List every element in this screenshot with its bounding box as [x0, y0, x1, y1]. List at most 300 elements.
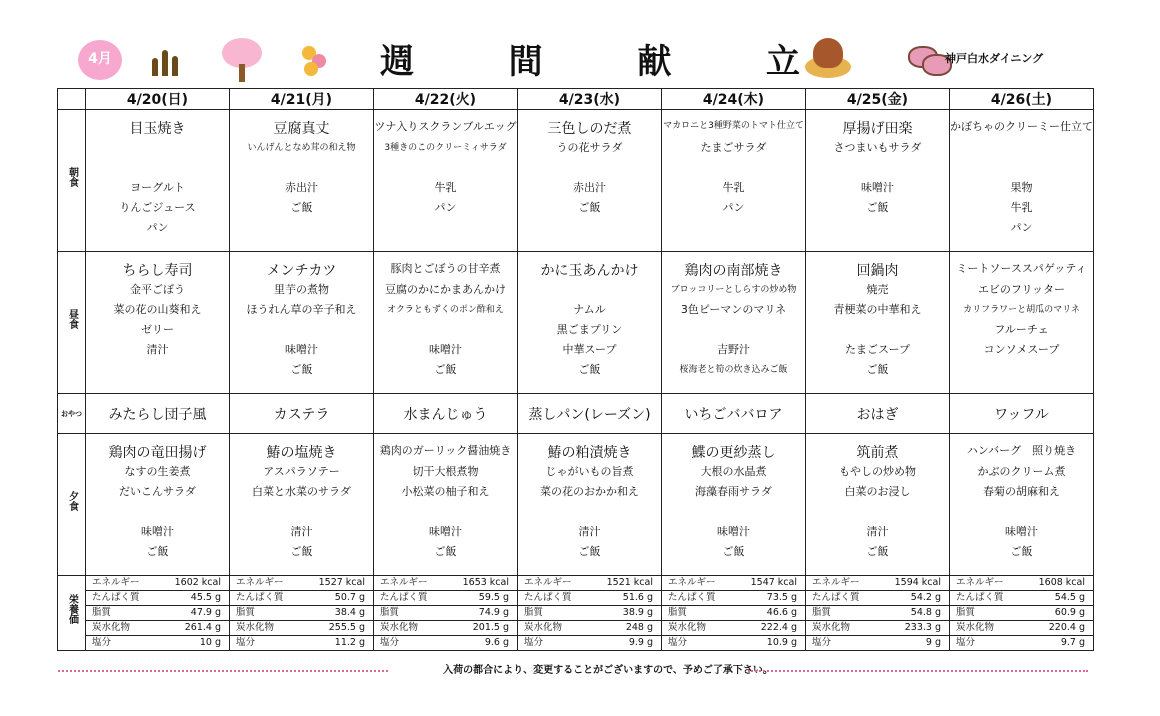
- snack-row: [58, 394, 1094, 434]
- nutrition-line: [662, 621, 805, 636]
- dinner-cell: [950, 434, 1094, 576]
- nutrition-line: [374, 636, 517, 650]
- nutrition-label: 脂質: [668, 607, 688, 618]
- side-dish: りんごジュース: [119, 201, 196, 214]
- nutrition-value: 54.5 g: [1054, 592, 1085, 603]
- side-dish: [86, 138, 229, 158]
- nutrition-label: 塩分: [524, 637, 544, 648]
- side-dish: 金平ごぼう: [130, 283, 185, 296]
- nutrition-label: たんぱく質: [668, 592, 716, 603]
- corner-cell: [58, 89, 86, 110]
- nutrition-value: 38.9 g: [622, 607, 653, 618]
- side-dish: [374, 320, 517, 340]
- nutrition-value: 10 g: [199, 637, 221, 648]
- side-dish: 味噌汁: [285, 343, 318, 356]
- side-dish: オクラともずくのポン酢和え: [387, 305, 504, 315]
- nutrition-label: エネルギー: [812, 577, 860, 588]
- side-dish: 味噌汁: [717, 525, 750, 538]
- side-dish: ご飯: [578, 545, 601, 558]
- breakfast-row: [58, 110, 1094, 252]
- nutrition-label: 炭水化物: [668, 622, 707, 633]
- side-dish: [662, 218, 805, 238]
- side-dish: 味噌汁: [1005, 525, 1038, 538]
- nutrition-line: [806, 591, 949, 606]
- main-dish: メンチカツ: [266, 263, 337, 279]
- nutrition-value: 1653 kcal: [462, 577, 509, 588]
- main-dish: マカロニと3種野菜のトマト仕立て: [663, 121, 804, 131]
- nutrition-value: 9.7 g: [1060, 637, 1085, 648]
- side-dish: ご飯: [866, 545, 889, 558]
- main-dish: 鶏肉のガーリック醤油焼き: [379, 444, 512, 457]
- nutrition-value: 54.2 g: [910, 592, 941, 603]
- side-dish: いんげんとなめ茸の和え物: [247, 143, 356, 153]
- lunch-label-text: 昼食: [66, 308, 78, 329]
- side-dish: [662, 502, 805, 522]
- nutrition-line: [950, 621, 1093, 636]
- dinner-label: [58, 434, 86, 576]
- side-dish: 中華スープ: [562, 343, 617, 356]
- side-dish: 青梗菜の中華和え: [833, 303, 922, 316]
- side-dish: なすの生姜煮: [124, 465, 191, 478]
- side-dish: ご飯: [290, 201, 313, 214]
- nutrition-value: 60.9 g: [1054, 607, 1085, 618]
- side-dish: 白菜と水菜のサラダ: [252, 485, 351, 498]
- nutrition-label: たんぱく質: [380, 592, 428, 603]
- side-dish: [518, 158, 661, 178]
- side-dish: 菜の花のおかか和え: [540, 485, 639, 498]
- breakfast-cell: [374, 110, 518, 252]
- nutrition-cell: [806, 576, 950, 651]
- main-dish: 豚肉とごぼうの甘辛煮: [390, 262, 501, 275]
- side-dish: ご飯: [578, 201, 601, 214]
- lunch-row: [58, 252, 1094, 394]
- nutrition-label: 炭水化物: [956, 622, 995, 633]
- side-dish: 里芋の煮物: [274, 283, 329, 296]
- lunch-cell: [230, 252, 374, 394]
- lunch-cell: [518, 252, 662, 394]
- nutrition-label: たんぱく質: [956, 592, 1004, 603]
- side-dish: 赤出汁: [285, 181, 318, 194]
- breakfast-label: [58, 110, 86, 252]
- side-dish: [950, 360, 1093, 380]
- nutrition-cell: [950, 576, 1094, 651]
- nutrition-label: 塩分: [380, 637, 400, 648]
- side-dish: パン: [722, 201, 745, 214]
- breakfast-cell: [518, 110, 662, 252]
- nutrition-line: [230, 576, 373, 591]
- nutrition-value: 9 g: [925, 637, 941, 648]
- side-dish: 大根の水晶煮: [700, 465, 767, 478]
- lunch-cell: [86, 252, 230, 394]
- main-dish: 鶏肉の竜田揚げ: [108, 445, 207, 461]
- cherry-tree-icon: [222, 38, 262, 82]
- nutrition-value: 59.5 g: [478, 592, 509, 603]
- nutrition-label: 塩分: [812, 637, 832, 648]
- nutrition-line: [806, 606, 949, 621]
- nutrition-label: エネルギー: [236, 577, 284, 588]
- dinner-cell: [662, 434, 806, 576]
- nutrition-value: 201.5 g: [472, 622, 509, 633]
- nutrition-value: 46.6 g: [766, 607, 797, 618]
- side-dish: ご飯: [866, 201, 889, 214]
- nutrition-value: 38.4 g: [334, 607, 365, 618]
- side-dish: パン: [434, 201, 457, 214]
- side-dish: [806, 502, 949, 522]
- nutrition-value: 54.8 g: [910, 607, 941, 618]
- nutrition-line: [230, 621, 373, 636]
- main-dish: 回鍋肉: [856, 263, 899, 279]
- snack-label-text: おやつ: [61, 409, 82, 418]
- side-dish: 清汁: [866, 525, 889, 538]
- title-char: 間: [508, 41, 543, 82]
- side-dish: 3色ピーマンのマリネ: [680, 303, 787, 316]
- main-dish: ミートソーススパゲッティ: [956, 262, 1087, 275]
- nutrition-value: 255.5 g: [328, 622, 365, 633]
- side-dish: [518, 502, 661, 522]
- nutrition-value: 1602 kcal: [174, 577, 221, 588]
- nutrition-label: エネルギー: [524, 577, 572, 588]
- nutrition-value: 50.7 g: [334, 592, 365, 603]
- weekly-menu-table: [57, 88, 1094, 651]
- breakfast-cell: [950, 110, 1094, 252]
- sakura-mochi-icon: [908, 44, 948, 74]
- side-dish: 桜海老と筍の炊き込みご飯: [679, 365, 788, 375]
- main-dish: 目玉焼き: [129, 121, 186, 137]
- nutrition-label: [58, 576, 86, 651]
- main-dish: かに玉あんかけ: [540, 263, 639, 279]
- side-dish: ブロッコリーとしらすの炒め物: [670, 285, 797, 295]
- side-dish: [950, 502, 1093, 522]
- nutrition-line: [230, 591, 373, 606]
- side-dish: [374, 218, 517, 238]
- side-dish: パン: [1010, 221, 1033, 234]
- side-dish: 菜の花の山葵和え: [113, 303, 202, 316]
- snack-cell: 蒸しパン(レーズン): [518, 394, 662, 434]
- side-dish: [230, 320, 373, 340]
- nutrition-label: エネルギー: [668, 577, 716, 588]
- nutrition-value: 220.4 g: [1048, 622, 1085, 633]
- breakfast-cell: [230, 110, 374, 252]
- side-dish: 赤出汁: [573, 181, 606, 194]
- side-dish: 切干大根煮物: [412, 465, 479, 478]
- side-dish: 吉野汁: [717, 343, 750, 356]
- nutrition-label: エネルギー: [380, 577, 428, 588]
- dinner-label-text: 夕食: [66, 490, 78, 511]
- main-dish: 筑前煮: [856, 445, 899, 461]
- side-dish: 味噌汁: [429, 343, 462, 356]
- nutrition-label: 脂質: [380, 607, 400, 618]
- nutrition-line: [374, 606, 517, 621]
- dinner-cell: [86, 434, 230, 576]
- nutrition-value: 1594 kcal: [894, 577, 941, 588]
- date-row: [58, 89, 1094, 110]
- nutrition-line: [950, 606, 1093, 621]
- nutrition-line: [518, 621, 661, 636]
- nutrition-line: [86, 591, 229, 606]
- nutrition-line: [86, 576, 229, 591]
- main-dish: 鰆の塩焼き: [266, 445, 337, 461]
- nutrition-line: [230, 606, 373, 621]
- nutrition-value: 11.2 g: [334, 637, 365, 648]
- page-title: [380, 38, 800, 82]
- nutrition-label: 塩分: [956, 637, 976, 648]
- nutrition-line: [86, 606, 229, 621]
- nutrition-value: 1521 kcal: [606, 577, 653, 588]
- side-dish: さつまいもサラダ: [833, 141, 922, 154]
- nutrition-line: [518, 591, 661, 606]
- side-dish: ご飯: [434, 363, 457, 376]
- nutrition-cell: [374, 576, 518, 651]
- side-dish: [806, 320, 949, 340]
- main-dish: ツナ入りスクランブルエッグ: [374, 120, 517, 133]
- nutrition-line: [230, 636, 373, 650]
- breakfast-cell: [86, 110, 230, 252]
- lunch-cell: [662, 252, 806, 394]
- nutrition-value: 1608 kcal: [1038, 577, 1085, 588]
- footer: [58, 662, 1088, 682]
- side-dish: [86, 502, 229, 522]
- chestnut-icon: [805, 38, 851, 78]
- nutrition-line: [662, 591, 805, 606]
- nutrition-line: [518, 636, 661, 650]
- main-dish: 鶏肉の南部焼き: [684, 263, 783, 279]
- nutrition-cell: [662, 576, 806, 651]
- side-dish: [950, 138, 1093, 158]
- side-dish: 牛乳: [722, 181, 745, 194]
- nutrition-value: 51.6 g: [622, 592, 653, 603]
- snack-cell: カステラ: [230, 394, 374, 434]
- date-header: 4/21(月): [230, 89, 374, 110]
- nutrition-value: 9.9 g: [628, 637, 653, 648]
- main-dish: 厚揚げ田楽: [842, 121, 913, 137]
- vine-decoration-right: [748, 670, 1088, 676]
- side-dish: [86, 360, 229, 380]
- side-dish: [86, 158, 229, 178]
- snack-cell: おはぎ: [806, 394, 950, 434]
- month-badge-text: 4月: [88, 51, 112, 67]
- side-dish: ほうれん草の辛子和え: [246, 303, 357, 316]
- dinner-cell: [374, 434, 518, 576]
- side-dish: 味噌汁: [141, 525, 174, 538]
- nutrition-label: 炭水化物: [524, 622, 563, 633]
- side-dish: [662, 158, 805, 178]
- nutrition-label: 脂質: [236, 607, 256, 618]
- date-header: 4/20(日): [86, 89, 230, 110]
- nutrition-label: 塩分: [92, 637, 112, 648]
- flower-icon: [298, 42, 328, 78]
- side-dish: [230, 158, 373, 178]
- main-dish: ちらし寿司: [122, 263, 193, 279]
- date-header: 4/26(土): [950, 89, 1094, 110]
- side-dish: フルーチェ: [994, 323, 1049, 336]
- nutrition-value: 248 g: [625, 622, 653, 633]
- dinner-row: [58, 434, 1094, 576]
- nutrition-line: [518, 576, 661, 591]
- side-dish: 清汁: [578, 525, 601, 538]
- dinner-cell: [518, 434, 662, 576]
- date-header: 4/25(金): [806, 89, 950, 110]
- side-dish: 3種きのこのクリーミィサラダ: [384, 143, 507, 153]
- side-dish: [374, 158, 517, 178]
- nutrition-value: 47.9 g: [190, 607, 221, 618]
- lunch-label: [58, 252, 86, 394]
- nutrition-line: [950, 576, 1093, 591]
- nutrition-label: 炭水化物: [92, 622, 131, 633]
- side-dish: 白菜のお浸し: [844, 485, 911, 498]
- breakfast-label-text: 朝食: [66, 166, 78, 187]
- nutrition-label-text: 栄養価: [66, 594, 78, 624]
- nutrition-line: [806, 576, 949, 591]
- nutrition-line: [374, 621, 517, 636]
- snack-cell: 水まんじゅう: [374, 394, 518, 434]
- side-dish: だいこんサラダ: [119, 485, 196, 498]
- nutrition-line: [662, 636, 805, 650]
- side-dish: ご飯: [578, 363, 601, 376]
- side-dish: 黒ごまプリン: [556, 323, 623, 336]
- nutrition-label: エネルギー: [92, 577, 140, 588]
- nutrition-line: [806, 636, 949, 650]
- nutrition-label: たんぱく質: [236, 592, 284, 603]
- side-dish: [806, 218, 949, 238]
- side-dish: [950, 158, 1093, 178]
- organization-name: 神戸白水ダイニング: [945, 52, 1044, 65]
- nutrition-cell: [518, 576, 662, 651]
- snack-cell: いちごババロア: [662, 394, 806, 434]
- dinner-cell: [230, 434, 374, 576]
- nutrition-line: [662, 606, 805, 621]
- nutrition-label: たんぱく質: [524, 592, 572, 603]
- nutrition-line: [950, 591, 1093, 606]
- nutrition-label: たんぱく質: [812, 592, 860, 603]
- side-dish: ご飯: [290, 363, 313, 376]
- side-dish: [374, 502, 517, 522]
- nutrition-label: エネルギー: [956, 577, 1004, 588]
- nutrition-value: 261.4 g: [184, 622, 221, 633]
- nutrition-value: 222.4 g: [760, 622, 797, 633]
- main-dish: 三色しのだ煮: [547, 121, 632, 137]
- nutrition-label: 炭水化物: [380, 622, 419, 633]
- lunch-cell: [374, 252, 518, 394]
- side-dish: うの花サラダ: [556, 141, 623, 154]
- main-dish: 鰆の粕漬焼き: [547, 445, 632, 461]
- nutrition-cell: [86, 576, 230, 651]
- date-header: 4/24(木): [662, 89, 806, 110]
- side-dish: [230, 502, 373, 522]
- side-dish: [518, 280, 661, 300]
- nutrition-line: [518, 606, 661, 621]
- nutrition-value: 1527 kcal: [318, 577, 365, 588]
- snack-cell: ワッフル: [950, 394, 1094, 434]
- nutrition-label: 塩分: [668, 637, 688, 648]
- lunch-cell: [950, 252, 1094, 394]
- breakfast-cell: [806, 110, 950, 252]
- side-dish: [230, 218, 373, 238]
- side-dish: [518, 218, 661, 238]
- nutrition-label: たんぱく質: [92, 592, 140, 603]
- side-dish: [662, 320, 805, 340]
- main-dish: かぼちゃのクリーミー仕立て: [950, 120, 1093, 133]
- nutrition-row: [58, 576, 1094, 651]
- side-dish: ご飯: [146, 545, 169, 558]
- nutrition-label: 脂質: [812, 607, 832, 618]
- side-dish: カリフラワーと胡瓜のマリネ: [963, 305, 1080, 315]
- side-dish: 春菊の胡麻和え: [983, 485, 1060, 498]
- breakfast-cell: [662, 110, 806, 252]
- nutrition-value: 1547 kcal: [750, 577, 797, 588]
- nutrition-label: 炭水化物: [812, 622, 851, 633]
- nutrition-value: 45.5 g: [190, 592, 221, 603]
- side-dish: 果物: [1010, 181, 1033, 194]
- side-dish: 味噌汁: [429, 525, 462, 538]
- nutrition-line: [950, 636, 1093, 650]
- title-char: 献: [637, 41, 672, 82]
- side-dish: もやしの炒め物: [839, 465, 916, 478]
- nutrition-line: [662, 576, 805, 591]
- side-dish: コンソメスープ: [983, 343, 1060, 356]
- main-dish: ハンバーグ 照り焼き: [966, 444, 1077, 457]
- side-dish: 清汁: [146, 343, 169, 356]
- side-dish: じゃがいもの旨煮: [545, 465, 634, 478]
- nutrition-value: 74.9 g: [478, 607, 509, 618]
- side-dish: エビのフリッター: [977, 283, 1066, 296]
- nutrition-line: [86, 636, 229, 650]
- side-dish: たまごスープ: [845, 343, 910, 356]
- nutrition-value: 233.3 g: [904, 622, 941, 633]
- month-badge: [78, 40, 122, 80]
- nutrition-value: 9.6 g: [484, 637, 509, 648]
- nutrition-line: [374, 591, 517, 606]
- side-dish: ヨーグルト: [130, 181, 185, 194]
- side-dish: ご飯: [434, 545, 457, 558]
- side-dish: 清汁: [290, 525, 313, 538]
- side-dish: 味噌汁: [861, 181, 894, 194]
- nutrition-line: [806, 621, 949, 636]
- dinner-cell: [806, 434, 950, 576]
- side-dish: 海藻春雨サラダ: [695, 485, 772, 498]
- side-dish: 小松菜の柚子和え: [401, 485, 490, 498]
- nutrition-label: 炭水化物: [236, 622, 275, 633]
- side-dish: パン: [146, 221, 169, 234]
- side-dish: ナムル: [573, 303, 606, 316]
- side-dish: たまごサラダ: [700, 141, 767, 154]
- nutrition-label: 脂質: [524, 607, 544, 618]
- side-dish: ご飯: [1010, 545, 1033, 558]
- side-dish: 豆腐のかにかまあんかけ: [385, 283, 506, 296]
- side-dish: ご飯: [290, 545, 313, 558]
- nutrition-value: 73.5 g: [766, 592, 797, 603]
- side-dish: ご飯: [866, 363, 889, 376]
- nutrition-line: [86, 621, 229, 636]
- lunch-cell: [806, 252, 950, 394]
- sprouts-icon: [150, 40, 184, 76]
- side-dish: [806, 158, 949, 178]
- date-header: 4/23(水): [518, 89, 662, 110]
- side-dish: 焼売: [866, 283, 889, 296]
- main-dish: 鰈の更紗蒸し: [691, 445, 776, 461]
- nutrition-cell: [230, 576, 374, 651]
- title-char: 立: [765, 41, 800, 82]
- nutrition-line: [374, 576, 517, 591]
- side-dish: 牛乳: [434, 181, 457, 194]
- side-dish: アスパラソテー: [263, 465, 340, 478]
- side-dish: かぶのクリーム煮: [977, 465, 1066, 478]
- nutrition-value: 10.9 g: [766, 637, 797, 648]
- snack-cell: みたらし団子風: [86, 394, 230, 434]
- date-header: 4/22(火): [374, 89, 518, 110]
- title-char: 週: [380, 41, 414, 82]
- nutrition-label: 脂質: [92, 607, 112, 618]
- nutrition-label: 脂質: [956, 607, 976, 618]
